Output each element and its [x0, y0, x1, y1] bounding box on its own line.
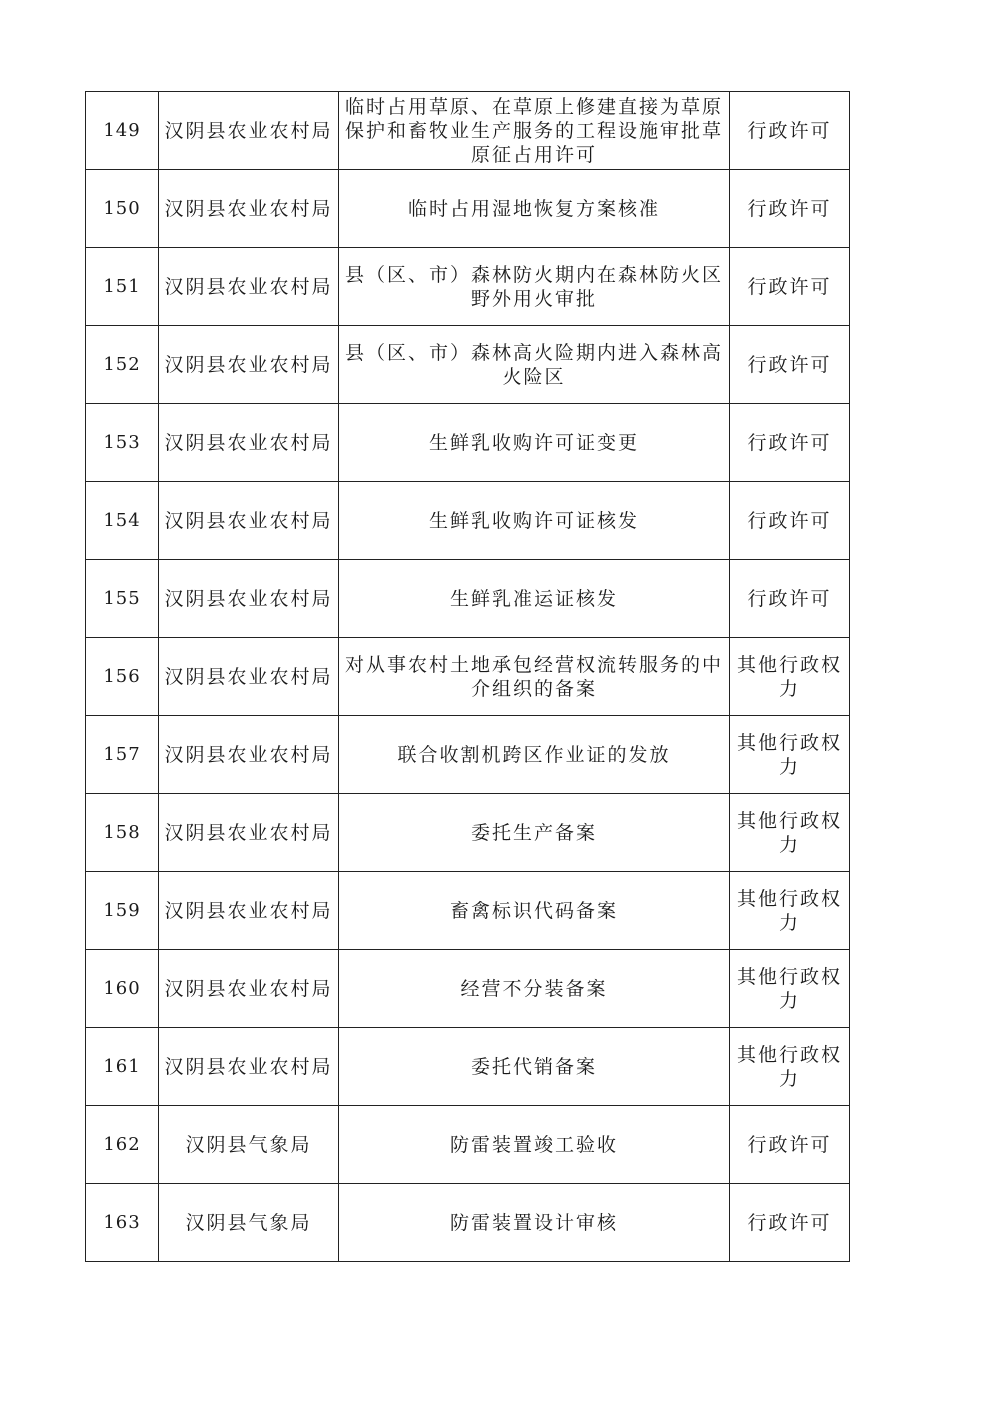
power-type-cell: 行政许可: [730, 482, 850, 560]
power-type-cell: 行政许可: [730, 92, 850, 170]
row-number: 154: [86, 482, 159, 560]
row-number: 150: [86, 170, 159, 248]
table-row: [86, 950, 850, 1028]
power-type-cell: 其他行政权力: [730, 872, 850, 950]
department-cell: 汉阴县农业农村局: [159, 170, 339, 248]
power-type-cell: 其他行政权力: [730, 1028, 850, 1106]
row-number: 163: [86, 1184, 159, 1262]
table-row: [86, 1184, 850, 1262]
power-type-cell: 行政许可: [730, 1106, 850, 1184]
item-name-cell: 生鲜乳收购许可证核发: [339, 482, 730, 560]
department-cell: 汉阴县气象局: [159, 1184, 339, 1262]
item-name-cell: 经营不分装备案: [339, 950, 730, 1028]
item-name-cell: 畜禽标识代码备案: [339, 872, 730, 950]
row-number: 156: [86, 638, 159, 716]
row-number: 160: [86, 950, 159, 1028]
row-number: 155: [86, 560, 159, 638]
item-name-cell: 对从事农村土地承包经营权流转服务的中介组织的备案: [339, 638, 730, 716]
department-cell: 汉阴县农业农村局: [159, 560, 339, 638]
power-type-cell: 行政许可: [730, 404, 850, 482]
row-number: 153: [86, 404, 159, 482]
table-row: [86, 872, 850, 950]
department-cell: 汉阴县气象局: [159, 1106, 339, 1184]
table-row: [86, 92, 850, 170]
department-cell: 汉阴县农业农村局: [159, 872, 339, 950]
item-name-cell: 委托代销备案: [339, 1028, 730, 1106]
item-name-cell: 临时占用草原、在草原上修建直接为草原保护和畜牧业生产服务的工程设施审批草原征占用许可: [339, 92, 730, 170]
department-cell: 汉阴县农业农村局: [159, 404, 339, 482]
table-row: [86, 794, 850, 872]
item-name-cell: 生鲜乳收购许可证变更: [339, 404, 730, 482]
table-row: [86, 170, 850, 248]
table-row: [86, 248, 850, 326]
row-number: 157: [86, 716, 159, 794]
power-list-table: [85, 91, 850, 1262]
table-row: [86, 560, 850, 638]
power-type-cell: 行政许可: [730, 170, 850, 248]
department-cell: 汉阴县农业农村局: [159, 716, 339, 794]
department-cell: 汉阴县农业农村局: [159, 950, 339, 1028]
department-cell: 汉阴县农业农村局: [159, 326, 339, 404]
table-row: [86, 482, 850, 560]
table-row: [86, 638, 850, 716]
table-row: [86, 404, 850, 482]
power-type-cell: 其他行政权力: [730, 794, 850, 872]
power-type-cell: 行政许可: [730, 248, 850, 326]
department-cell: 汉阴县农业农村局: [159, 638, 339, 716]
item-name-cell: 县（区、市）森林防火期内在森林防火区野外用火审批: [339, 248, 730, 326]
item-name-cell: 县（区、市）森林高火险期内进入森林高火险区: [339, 326, 730, 404]
item-name-cell: 联合收割机跨区作业证的发放: [339, 716, 730, 794]
row-number: 158: [86, 794, 159, 872]
item-name-cell: 防雷装置设计审核: [339, 1184, 730, 1262]
table-row: [86, 1106, 850, 1184]
row-number: 162: [86, 1106, 159, 1184]
row-number: 159: [86, 872, 159, 950]
item-name-cell: 防雷装置竣工验收: [339, 1106, 730, 1184]
row-number: 161: [86, 1028, 159, 1106]
power-type-cell: 行政许可: [730, 326, 850, 404]
power-type-cell: 其他行政权力: [730, 638, 850, 716]
item-name-cell: 临时占用湿地恢复方案核准: [339, 170, 730, 248]
table-row: [86, 1028, 850, 1106]
department-cell: 汉阴县农业农村局: [159, 92, 339, 170]
department-cell: 汉阴县农业农村局: [159, 248, 339, 326]
item-name-cell: 委托生产备案: [339, 794, 730, 872]
department-cell: 汉阴县农业农村局: [159, 794, 339, 872]
row-number: 152: [86, 326, 159, 404]
power-type-cell: 行政许可: [730, 1184, 850, 1262]
power-type-cell: 其他行政权力: [730, 950, 850, 1028]
power-type-cell: 其他行政权力: [730, 716, 850, 794]
row-number: 149: [86, 92, 159, 170]
department-cell: 汉阴县农业农村局: [159, 482, 339, 560]
table-row: [86, 326, 850, 404]
power-type-cell: 行政许可: [730, 560, 850, 638]
department-cell: 汉阴县农业农村局: [159, 1028, 339, 1106]
table-row: [86, 716, 850, 794]
item-name-cell: 生鲜乳准运证核发: [339, 560, 730, 638]
row-number: 151: [86, 248, 159, 326]
